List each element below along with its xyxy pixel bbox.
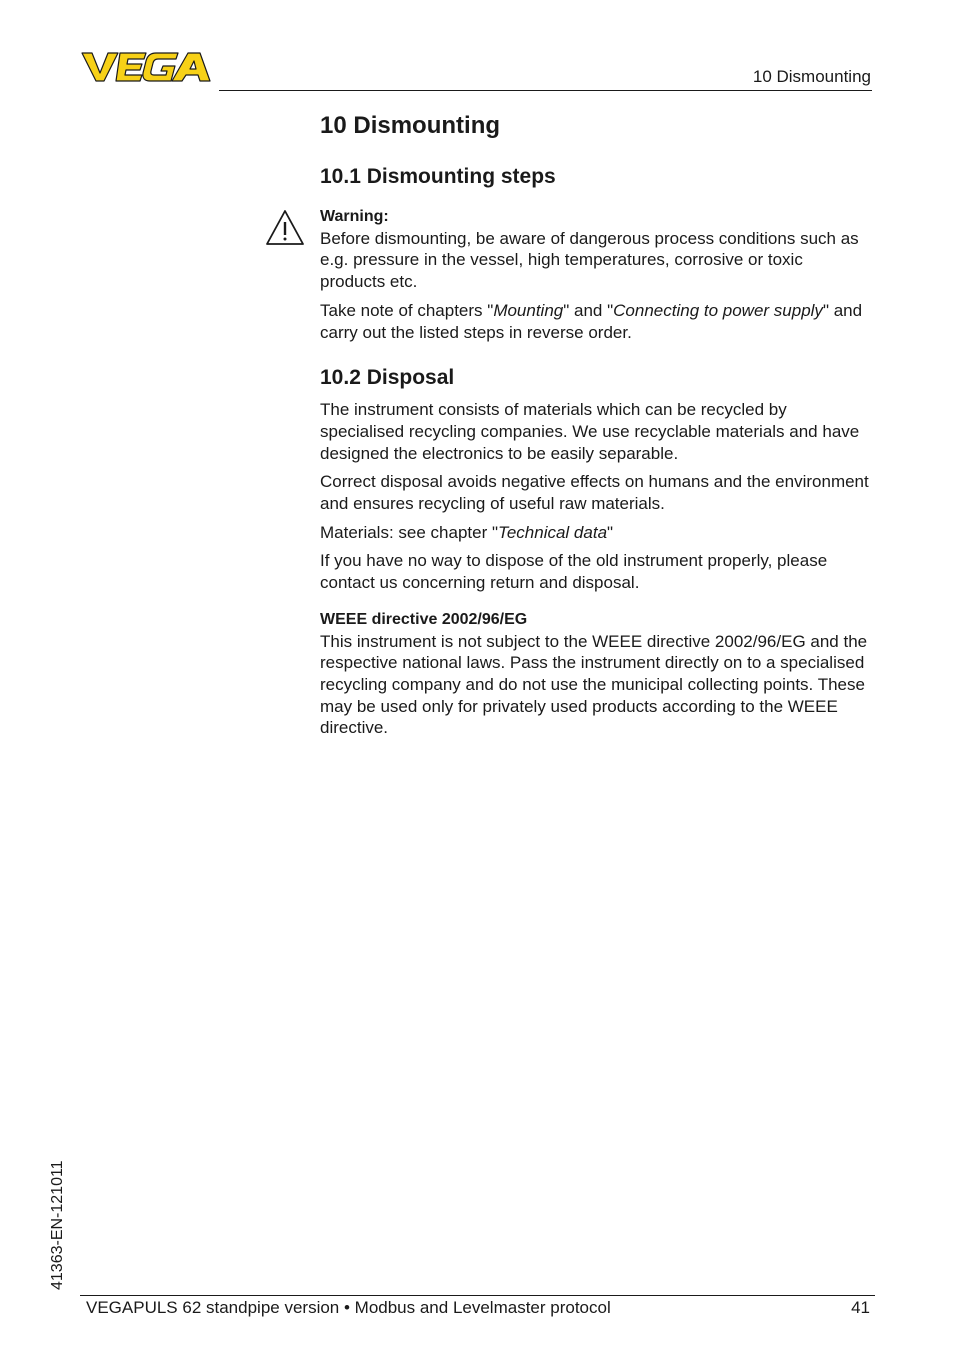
chapter-title: 10 Dismounting	[320, 112, 501, 139]
note-text-start: Take note of chapters "	[320, 300, 494, 320]
disposal-paragraph-contact: If you have no way to dispose of the old instrument properly, please contact us concerning return and disposal.	[320, 551, 828, 593]
weee-text: This instrument is not subject to the WEEE directive 2002/96/EG and the respective national laws. Pass the instrument directly on to a specialised recycling company and do not use the municipal collecting points. These may be used only for privately used products according to the WEEE directive.	[320, 631, 868, 738]
disposal-paragraph-materials: The instrument consists of materials which can be recycled by specialised recycling companies. We use recyclable materials and have designed the electronics to be easily separable.	[320, 400, 860, 463]
materials-reference	[320, 522, 872, 544]
footer-divider	[80, 1295, 875, 1296]
chapter-ref-technical-data: Technical data	[498, 522, 608, 542]
footer-product-name: VEGAPULS 62 standpipe version • Modbus and Levelmaster protocol	[86, 1298, 611, 1317]
chapter-ref-power-supply: Connecting to power supply	[613, 300, 823, 320]
note-text-middle: " and "	[563, 300, 614, 320]
running-head: 10 Dismounting	[752, 67, 871, 86]
warning-text: Before dismounting, be aware of dangerous process conditions such as e.g. pressure in the vessel, high temperatures, corrosive or toxic products etc.	[320, 228, 859, 292]
chapter-ref-mounting: Mounting	[493, 300, 564, 320]
section-title-dismounting-steps: 10.1 Dismounting steps	[320, 165, 556, 188]
weee-label: WEEE directive 2002/96/EG	[320, 610, 528, 628]
reverse-order-note	[320, 300, 872, 343]
materials-text-end: "	[607, 522, 614, 542]
warning-triangle-icon	[265, 209, 305, 247]
disposal-paragraph-environment: Correct disposal avoids negative effects on humans and the environment and ensures recycling of useful raw materials.	[320, 472, 869, 514]
document-code: 41363-EN-121011	[49, 1160, 66, 1290]
note-text-end: " and carry out the listed steps in reverse order.	[320, 300, 863, 342]
vega-logo	[80, 50, 212, 84]
page-content	[320, 110, 872, 739]
page-number: 41	[851, 1298, 870, 1317]
vega-logo-mark	[82, 53, 210, 81]
section-title-disposal: 10.2 Disposal	[320, 366, 455, 390]
header-divider	[219, 90, 872, 91]
materials-text-start: Materials: see chapter "	[320, 522, 499, 542]
warning-label: Warning:	[320, 208, 389, 225]
